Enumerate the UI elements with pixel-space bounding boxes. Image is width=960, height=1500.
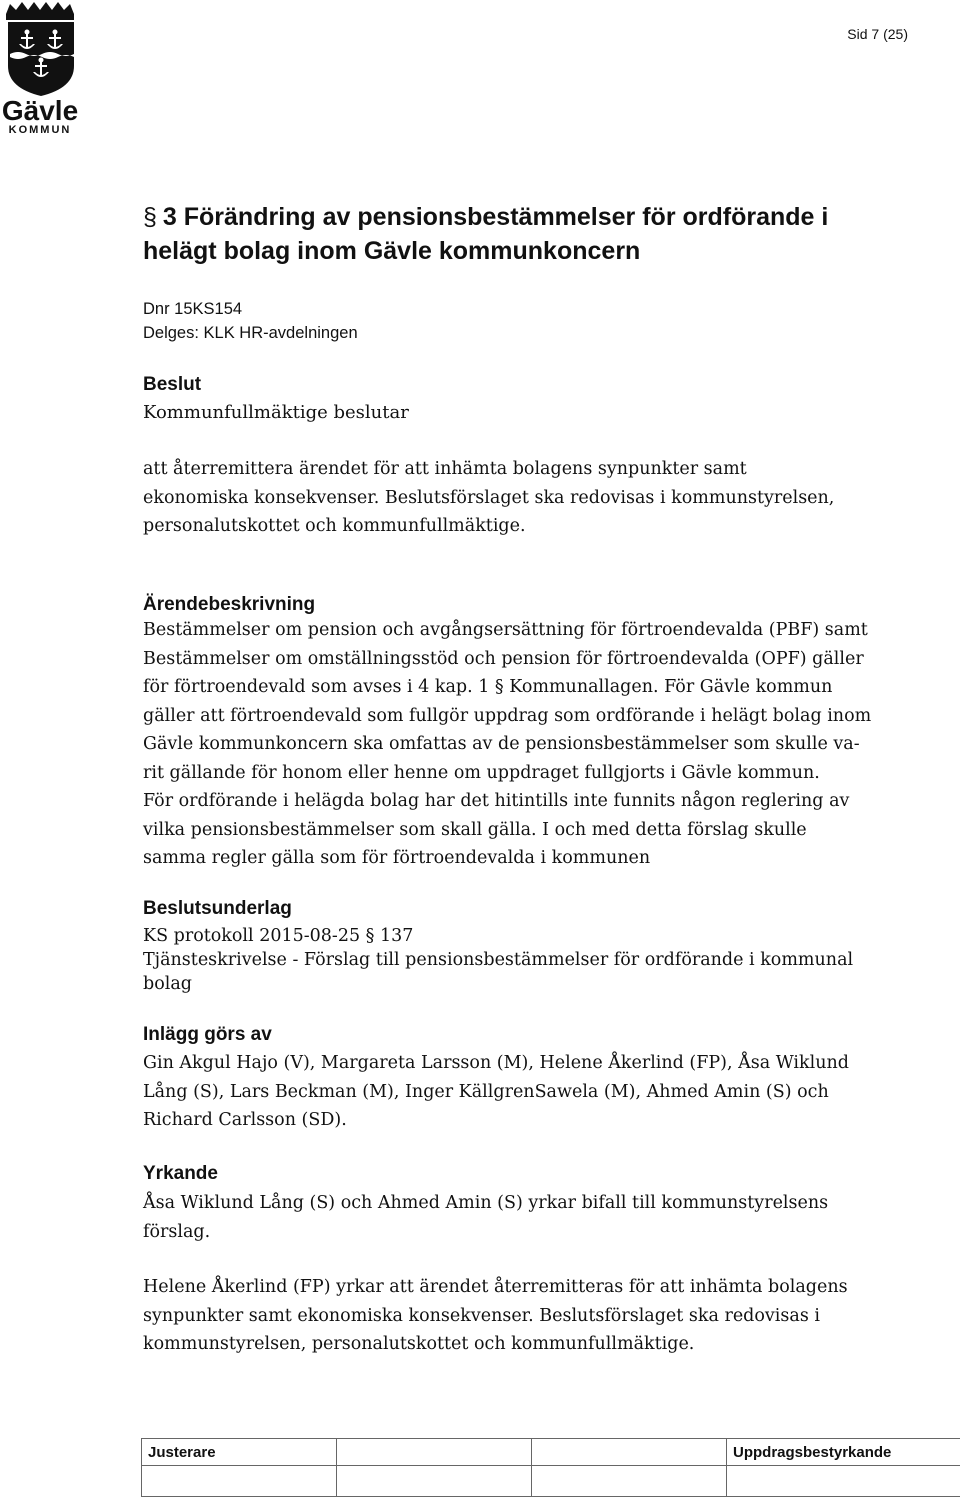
signature-cell — [727, 1466, 960, 1497]
text-line: KS protokoll 2015-08-25 § 137 — [143, 926, 414, 946]
signature-cell — [532, 1439, 727, 1466]
signature-cell — [337, 1466, 532, 1497]
beslut-intro: Kommunfullmäktige beslutar — [143, 402, 409, 423]
text-line: Lång (S), Lars Beckman (M), Inger KällgrenSawela (M), Ahmed Amin (S) och — [143, 1081, 829, 1102]
signature-cell — [142, 1466, 337, 1497]
uppdragsbestyrkande-label: Uppdragsbestyrkande — [727, 1439, 960, 1466]
arendebeskrivning-heading: Ärendebeskrivning — [143, 594, 316, 615]
yrkande-text-1 — [143, 1189, 913, 1246]
text-line: Gin Akgul Hajo (V), Margareta Larsson (M), Helene Åkerlind (FP), Åsa Wiklund — [143, 1053, 849, 1073]
text-line: Helene Åkerlind (FP) yrkar att ärendet återremitteras för att inhämta bolagens — [143, 1277, 848, 1297]
signature-cell — [532, 1466, 727, 1497]
page-title — [143, 200, 913, 268]
beslutsunderlag-heading: Beslutsunderlag — [143, 898, 292, 919]
text-line: rit gällande för honom eller henne om uppdraget fullgjorts i Gävle kommun. — [143, 762, 820, 783]
beslut-text — [143, 455, 913, 541]
beslut-heading: Beslut — [143, 374, 202, 395]
delges: Delges: KLK HR-avdelningen — [143, 324, 358, 342]
text-line: personalutskottet och kommunfullmäktige. — [143, 516, 526, 536]
gavle-coat-of-arms-icon — [0, 0, 82, 140]
signature-cell — [337, 1439, 532, 1466]
text-line: Åsa Wiklund Lång (S) och Ahmed Amin (S) yrkar bifall till kommunstyrelsens — [143, 1193, 829, 1213]
text-line: förslag. — [143, 1221, 211, 1242]
justerare-label: Justerare — [142, 1439, 337, 1466]
yrkande-heading: Yrkande — [143, 1163, 218, 1184]
yrkande-text-2 — [143, 1273, 913, 1359]
text-line: Gävle kommunkoncern ska omfattas av de pensionsbestämmelser som skulle va- — [143, 734, 860, 754]
arendebeskrivning-text — [143, 616, 913, 873]
text-line: Richard Carlsson (SD). — [143, 1110, 347, 1130]
text-line: gäller att förtroendevald som fullgör uppdrag som ordförande i helägt bolag inom — [143, 705, 872, 726]
title-line-2: helägt bolag inom Gävle kommunkoncern — [143, 237, 641, 265]
text-line: synpunkter samt ekonomiska konsekvenser. Beslutsförslaget ska redovisas i — [143, 1305, 820, 1326]
text-line: ekonomiska konsekvenser. Beslutsförslaget ska redovisas i kommunstyrelsen, — [143, 487, 835, 508]
text-line: bolag — [143, 974, 192, 994]
text-line: För ordförande i helägda bolag har det hitintills inte funnits någon reglering av — [143, 791, 850, 811]
page-number: Sid 7 (25) — [847, 26, 908, 42]
signature-table — [141, 1438, 960, 1497]
text-line: Tjänsteskrivelse - Förslag till pensionsbestämmelser för ordförande i kommunal — [143, 950, 854, 970]
title-line-1: 3 Förändring av pensionsbestämmelser för ordförande i — [162, 203, 829, 231]
text-line: Bestämmelser om omställningsstöd och pension för förtroendevalda (OPF) gäller — [143, 648, 864, 669]
logo-subtext: KOMMUN — [8, 124, 72, 136]
logo-text: Gävle — [1, 95, 79, 126]
beslutsunderlag-text — [143, 924, 913, 996]
text-line: att återremittera ärendet för att inhämta bolagens synpunkter samt — [143, 459, 747, 479]
dnr: Dnr 15KS154 — [143, 300, 243, 318]
text-line: för förtroendevald som avses i 4 kap. 1 § Kommunallagen. För Gävle kommun — [143, 677, 833, 697]
section-symbol: § — [143, 203, 157, 231]
text-line: kommunstyrelsen, personalutskottet och kommunfullmäktige. — [143, 1334, 695, 1354]
text-line: vilka pensionsbestämmelser som skall gälla. I och med detta förslag skulle — [143, 819, 807, 840]
inlagg-heading: Inlägg görs av — [143, 1024, 272, 1045]
text-line: samma regler gälla som för förtroendevalda i kommunen — [143, 848, 651, 868]
text-line: Bestämmelser om pension och avgångsersättning för förtroendevalda (PBF) samt — [143, 620, 868, 640]
inlagg-text — [143, 1049, 913, 1135]
